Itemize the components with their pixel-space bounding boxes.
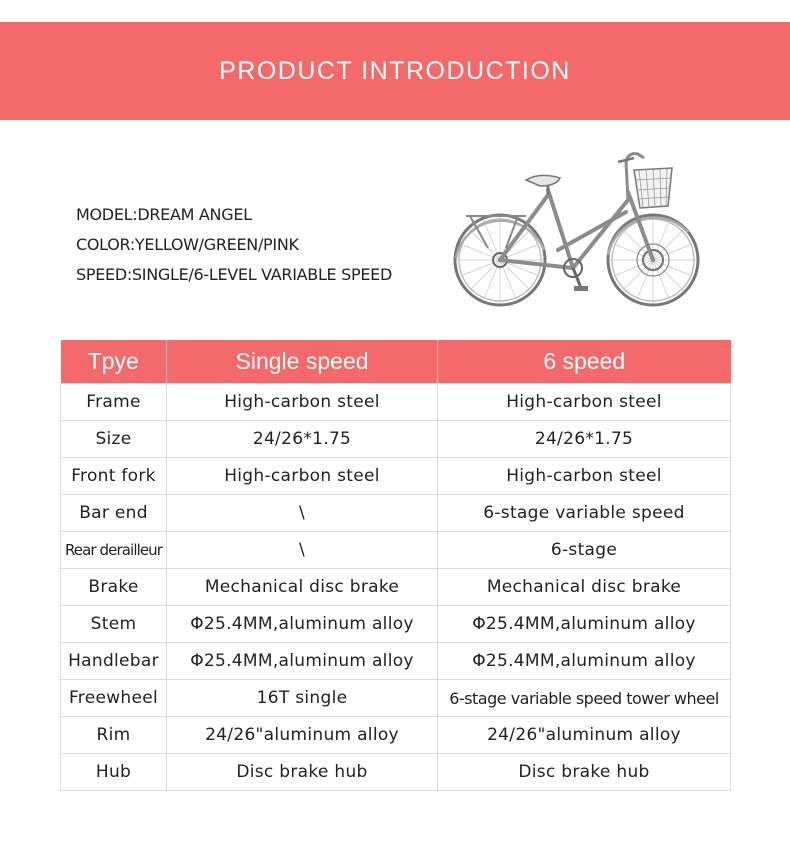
row-label: Bar end bbox=[61, 495, 167, 532]
six-speed-value: 24/26"aluminum alloy bbox=[438, 717, 731, 754]
single-speed-value: Mechanical disc brake bbox=[167, 569, 438, 606]
single-speed-value: Φ25.4MM,aluminum alloy bbox=[167, 606, 438, 643]
single-speed-value: \ bbox=[167, 532, 438, 569]
table-header-row bbox=[61, 340, 731, 384]
header-6-speed: 6 speed bbox=[438, 340, 731, 384]
model-text: MODEL:DREAM ANGEL bbox=[76, 205, 252, 224]
table-row bbox=[61, 458, 731, 495]
row-label: Stem bbox=[61, 606, 167, 643]
bicycle-image bbox=[448, 140, 708, 320]
single-speed-value: 16T single bbox=[167, 680, 438, 717]
six-speed-value: Disc brake hub bbox=[438, 754, 731, 791]
row-label: Brake bbox=[61, 569, 167, 606]
color-text: COLOR:YELLOW/GREEN/PINK bbox=[76, 235, 299, 254]
single-speed-value: High-carbon steel bbox=[167, 384, 438, 421]
six-speed-value: 6-stage bbox=[438, 532, 731, 569]
six-speed-value: 6-stage variable speed bbox=[438, 495, 731, 532]
header-type: Tpye bbox=[61, 340, 167, 384]
six-speed-value: Mechanical disc brake bbox=[438, 569, 731, 606]
header-single-speed: Single speed bbox=[167, 340, 438, 384]
six-speed-value: 24/26*1.75 bbox=[438, 421, 731, 458]
speed-text: SPEED:SINGLE/6-LEVEL VARIABLE SPEED bbox=[76, 265, 393, 284]
table-row bbox=[61, 717, 731, 754]
six-speed-value: High-carbon steel bbox=[438, 458, 731, 495]
six-speed-value: Φ25.4MM,aluminum alloy bbox=[438, 643, 731, 680]
row-label: Rear derailleur bbox=[61, 532, 167, 569]
single-speed-value: 24/26"aluminum alloy bbox=[167, 717, 438, 754]
page-title: PRODUCT INTRODUCTION bbox=[219, 56, 571, 85]
table-row bbox=[61, 754, 731, 791]
single-speed-value: \ bbox=[167, 495, 438, 532]
six-speed-value: High-carbon steel bbox=[438, 384, 731, 421]
table-row bbox=[61, 421, 731, 458]
table-row bbox=[61, 680, 731, 717]
six-speed-value: Φ25.4MM,aluminum alloy bbox=[438, 606, 731, 643]
table-row bbox=[61, 532, 731, 569]
table-row bbox=[61, 606, 731, 643]
table-row bbox=[61, 495, 731, 532]
table-row bbox=[61, 384, 731, 421]
single-speed-value: High-carbon steel bbox=[167, 458, 438, 495]
six-speed-value: 6-stage variable speed tower wheel bbox=[438, 680, 731, 717]
spec-table bbox=[60, 340, 731, 791]
row-label: Size bbox=[61, 421, 167, 458]
table-row bbox=[61, 569, 731, 606]
row-label: Front fork bbox=[61, 458, 167, 495]
single-speed-value: 24/26*1.75 bbox=[167, 421, 438, 458]
single-speed-value: Disc brake hub bbox=[167, 754, 438, 791]
row-label: Freewheel bbox=[61, 680, 167, 717]
row-label: Frame bbox=[61, 384, 167, 421]
product-specs bbox=[76, 200, 392, 290]
table-row bbox=[61, 643, 731, 680]
row-label: Hub bbox=[61, 754, 167, 791]
single-speed-value: Φ25.4MM,aluminum alloy bbox=[167, 643, 438, 680]
row-label: Rim bbox=[61, 717, 167, 754]
header-banner bbox=[0, 22, 790, 120]
row-label: Handlebar bbox=[61, 643, 167, 680]
